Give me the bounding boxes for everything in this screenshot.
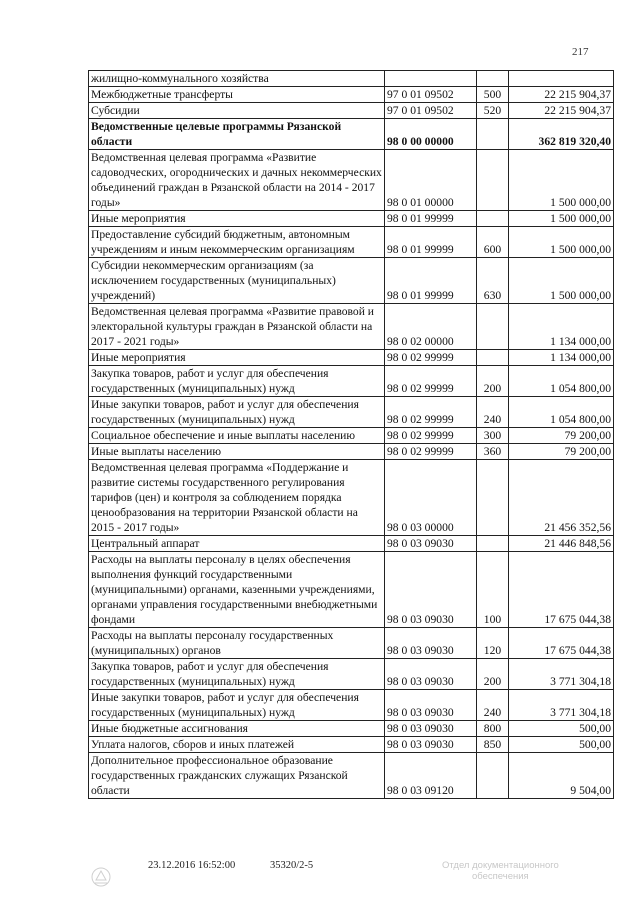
row-amount: 79 200,00 xyxy=(509,444,614,460)
row-name: Иные закупки товаров, работ и услуг для обеспечения государственных (муниципальных) нужд xyxy=(89,397,385,428)
row-name: Иные мероприятия xyxy=(89,211,385,227)
row-target-code: 97 0 01 09502 xyxy=(385,87,477,103)
row-target-code: 98 0 00 00000 xyxy=(385,119,477,150)
row-name: Субсидии некоммерческим организациям (за исключением государственных (муниципальных) учреждений) xyxy=(89,258,385,304)
stamp-line: Отдел документационного xyxy=(442,860,559,871)
table-row xyxy=(89,350,614,366)
row-target-code: 98 0 03 09030 xyxy=(385,552,477,628)
row-name: Ведомственная целевая программа «Поддержание и развитие системы государственного регулирования тарифов (цен) и контроля за соблюдением порядка ценообразования на территории Рязанской области на 2015 - 2017 годы» xyxy=(89,460,385,536)
table-row xyxy=(89,628,614,659)
row-amount: 1 500 000,00 xyxy=(509,211,614,227)
row-name: Закупка товаров, работ и услуг для обеспечения государственных (муниципальных) нужд xyxy=(89,366,385,397)
row-target-code: 98 0 02 99999 xyxy=(385,350,477,366)
row-target-code: 98 0 03 09030 xyxy=(385,737,477,753)
table-row xyxy=(89,227,614,258)
row-amount: 79 200,00 xyxy=(509,428,614,444)
table-row xyxy=(89,536,614,552)
row-target-code: 98 0 02 99999 xyxy=(385,366,477,397)
row-expense-type xyxy=(477,71,509,87)
row-amount: 3 771 304,18 xyxy=(509,659,614,690)
row-target-code: 98 0 02 99999 xyxy=(385,444,477,460)
table-row xyxy=(89,737,614,753)
table-row xyxy=(89,690,614,721)
row-amount: 1 054 800,00 xyxy=(509,366,614,397)
row-amount: 362 819 320,40 xyxy=(509,119,614,150)
row-amount: 1 134 000,00 xyxy=(509,304,614,350)
row-expense-type xyxy=(477,350,509,366)
row-expense-type: 850 xyxy=(477,737,509,753)
row-name: Иные закупки товаров, работ и услуг для обеспечения государственных (муниципальных) нужд xyxy=(89,690,385,721)
row-target-code: 98 0 03 09120 xyxy=(385,753,477,799)
row-amount: 1 054 800,00 xyxy=(509,397,614,428)
row-target-code: 98 0 02 99999 xyxy=(385,428,477,444)
budget-table-body xyxy=(89,71,614,799)
row-expense-type: 300 xyxy=(477,428,509,444)
row-amount: 21 456 352,56 xyxy=(509,460,614,536)
table-row xyxy=(89,258,614,304)
row-amount: 17 675 044,38 xyxy=(509,628,614,659)
row-name: Дополнительное профессиональное образование государственных гражданских служащих Рязанской области xyxy=(89,753,385,799)
row-amount xyxy=(509,71,614,87)
row-expense-type: 120 xyxy=(477,628,509,659)
row-amount: 22 215 904,37 xyxy=(509,87,614,103)
row-expense-type xyxy=(477,119,509,150)
row-expense-type: 600 xyxy=(477,227,509,258)
row-target-code: 98 0 03 09030 xyxy=(385,659,477,690)
row-expense-type: 240 xyxy=(477,397,509,428)
row-expense-type xyxy=(477,304,509,350)
row-name: Закупка товаров, работ и услуг для обеспечения государственных (муниципальных) нужд xyxy=(89,659,385,690)
row-name: жилищно-коммунального хозяйства xyxy=(89,71,385,87)
row-target-code: 98 0 01 99999 xyxy=(385,211,477,227)
row-amount: 500,00 xyxy=(509,737,614,753)
table-row xyxy=(89,103,614,119)
stamp-line: обеспечения xyxy=(472,871,529,882)
page-footer xyxy=(0,858,640,898)
table-row xyxy=(89,87,614,103)
table-row xyxy=(89,552,614,628)
row-expense-type xyxy=(477,460,509,536)
row-name: Ведомственные целевые программы Рязанской области xyxy=(89,119,385,150)
row-expense-type: 360 xyxy=(477,444,509,460)
row-target-code: 98 0 02 00000 xyxy=(385,304,477,350)
row-name: Расходы на выплаты персоналу в целях обеспечения выполнения функций государственными (муниципальными) органами, казенными учреждениями, органами управления государственными внебюджетными фондами xyxy=(89,552,385,628)
table-row xyxy=(89,150,614,211)
row-target-code: 98 0 03 09030 xyxy=(385,536,477,552)
row-name: Субсидии xyxy=(89,103,385,119)
row-amount: 21 446 848,56 xyxy=(509,536,614,552)
row-name: Ведомственная целевая программа «Развитие правовой и электоральной культуры граждан в Рязанской области на 2017 - 2021 годы» xyxy=(89,304,385,350)
row-name: Социальное обеспечение и иные выплаты населению xyxy=(89,428,385,444)
row-expense-type: 520 xyxy=(477,103,509,119)
row-target-code: 98 0 03 09030 xyxy=(385,628,477,659)
row-name: Межбюджетные трансферты xyxy=(89,87,385,103)
row-expense-type xyxy=(477,753,509,799)
row-expense-type xyxy=(477,536,509,552)
table-row xyxy=(89,721,614,737)
row-amount: 1 134 000,00 xyxy=(509,350,614,366)
budget-table xyxy=(88,70,614,799)
table-row xyxy=(89,444,614,460)
table-row xyxy=(89,428,614,444)
page-number: 217 xyxy=(572,46,589,58)
row-amount: 1 500 000,00 xyxy=(509,227,614,258)
row-target-code: 98 0 03 00000 xyxy=(385,460,477,536)
table-row xyxy=(89,397,614,428)
row-target-code: 98 0 03 09030 xyxy=(385,721,477,737)
row-target-code: 98 0 01 99999 xyxy=(385,258,477,304)
table-row xyxy=(89,659,614,690)
row-name: Иные мероприятия xyxy=(89,350,385,366)
row-name: Уплата налогов, сборов и иных платежей xyxy=(89,737,385,753)
row-expense-type: 200 xyxy=(477,366,509,397)
table-row xyxy=(89,366,614,397)
row-name: Центральный аппарат xyxy=(89,536,385,552)
table-row xyxy=(89,304,614,350)
row-name: Иные выплаты населению xyxy=(89,444,385,460)
row-amount: 3 771 304,18 xyxy=(509,690,614,721)
row-target-code: 98 0 01 99999 xyxy=(385,227,477,258)
row-name: Предоставление субсидий бюджетным, автономным учреждениям и иным некоммерческим организациям xyxy=(89,227,385,258)
row-expense-type: 800 xyxy=(477,721,509,737)
row-amount: 22 215 904,37 xyxy=(509,103,614,119)
registration-stamp xyxy=(442,860,559,882)
row-target-code xyxy=(385,71,477,87)
row-amount: 1 500 000,00 xyxy=(509,150,614,211)
table-row xyxy=(89,119,614,150)
footer-date: 23.12.2016 16:52:00 xyxy=(148,860,236,871)
row-expense-type xyxy=(477,150,509,211)
row-amount: 17 675 044,38 xyxy=(509,552,614,628)
table-row xyxy=(89,753,614,799)
row-target-code: 98 0 02 99999 xyxy=(385,397,477,428)
row-expense-type: 200 xyxy=(477,659,509,690)
emblem-icon xyxy=(90,866,112,888)
table-row xyxy=(89,460,614,536)
row-target-code: 98 0 01 00000 xyxy=(385,150,477,211)
row-expense-type xyxy=(477,211,509,227)
footer-document-id: 35320/2-5 xyxy=(270,860,314,871)
row-name: Ведомственная целевая программа «Развитие садоводческих, огороднических и дачных некоммерческих объединений граждан в Рязанской области на 2014 - 2017 годы» xyxy=(89,150,385,211)
row-target-code: 97 0 01 09502 xyxy=(385,103,477,119)
row-amount: 9 504,00 xyxy=(509,753,614,799)
row-target-code: 98 0 03 09030 xyxy=(385,690,477,721)
row-expense-type: 100 xyxy=(477,552,509,628)
row-name: Расходы на выплаты персоналу государственных (муниципальных) органов xyxy=(89,628,385,659)
row-expense-type: 240 xyxy=(477,690,509,721)
row-expense-type: 630 xyxy=(477,258,509,304)
row-amount: 1 500 000,00 xyxy=(509,258,614,304)
row-expense-type: 500 xyxy=(477,87,509,103)
table-row xyxy=(89,211,614,227)
table-row xyxy=(89,71,614,87)
row-name: Иные бюджетные ассигнования xyxy=(89,721,385,737)
row-amount: 500,00 xyxy=(509,721,614,737)
